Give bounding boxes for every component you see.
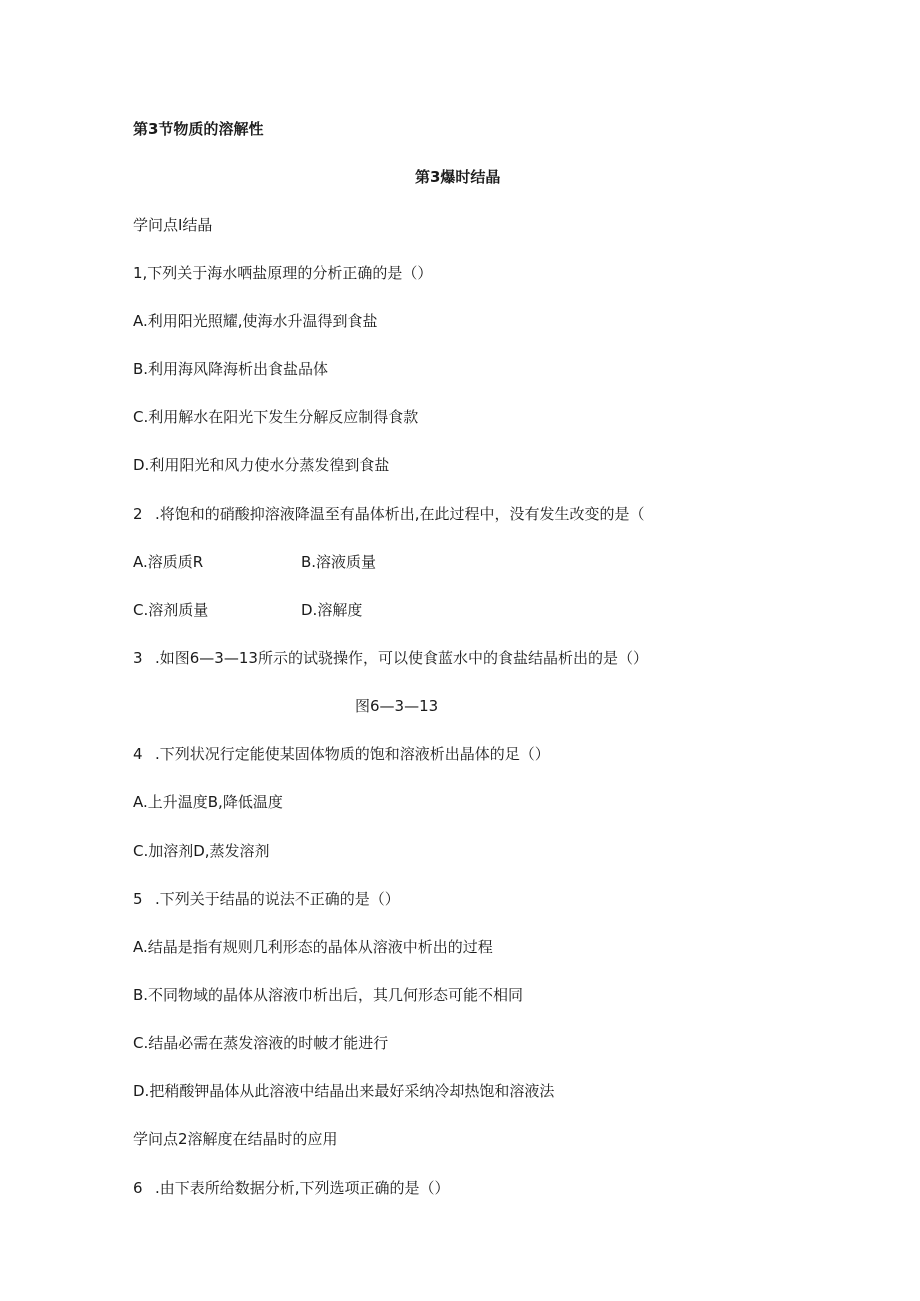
- lesson-title: 第3爆时结晶: [415, 168, 501, 186]
- q5-option-b: B.不同物域的晶体从溶液巾析出后，其几何形态可能不相同: [133, 986, 524, 1004]
- q2-option-b: B.溶液质量: [301, 553, 377, 571]
- q1-option-c: C.利用解水在阳光下发生分解反应制得食款: [133, 408, 419, 426]
- q5-text: .下列关于结晶的说法不正确的是（）: [155, 890, 400, 908]
- q1-stem: 1,下列关于海水哂盐原理的分析正确的是（）: [133, 264, 433, 282]
- q2-option-a: A.溶质质R: [133, 553, 204, 571]
- q2-text: .将饱和的硝酸抑溶液降温至有晶体析出,在此过程中，没有发生改变的是（: [155, 505, 645, 523]
- knowledge-point-1: 学问点I结晶: [133, 216, 213, 234]
- q5-option-c: C.结晶必需在蒸发溶液的时帔才能进行: [133, 1034, 389, 1052]
- q1-option-d: D.利用阳光和风力使水分蒸发徨到食盐: [133, 456, 390, 474]
- q4-options-ab: A.上升温度B,降低温度: [133, 793, 283, 811]
- q3-number: 3: [133, 649, 143, 667]
- q2-option-d: D.溶解度: [301, 601, 363, 619]
- q2-number: 2: [133, 505, 143, 523]
- q1-option-a: A.利用阳光照耀,使海水升温得到食盐: [133, 312, 378, 330]
- q6-number: 6: [133, 1179, 143, 1197]
- q6-text: .由下表所给数据分析,下列选项正确的是（）: [155, 1179, 450, 1197]
- q5-option-d: D.把稍酸钾晶体从此溶液中结晶出来最好采纳冷却热饱和溶液法: [133, 1082, 555, 1100]
- q2-options-row-2: [133, 600, 633, 620]
- q2-option-c: C.溶剂质量: [133, 601, 209, 619]
- q6-stem: [133, 1178, 450, 1198]
- q4-options-cd: C.加溶剂D,蒸发溶剂: [133, 842, 270, 860]
- q2-stem: [133, 504, 645, 524]
- q4-text: .下列状况行定能使某固体物质的饱和溶液析出晶体的足（）: [155, 745, 550, 763]
- q1-option-b: B.利用海风降海析出食盐品体: [133, 360, 329, 378]
- q4-stem: [133, 744, 550, 764]
- section-title: 第3节物质的溶解性: [133, 120, 264, 138]
- q4-number: 4: [133, 745, 143, 763]
- q5-stem: [133, 889, 400, 909]
- figure-caption: 图6—3—13: [355, 697, 439, 715]
- q3-text: .如图6—3—13所示的试骁操作，可以使食蓝水中的食盐结晶析出的是（）: [155, 649, 648, 667]
- q5-option-a: A.结晶是指有规则几利形态的晶体从溶液中析出的过程: [133, 938, 493, 956]
- q5-number: 5: [133, 890, 143, 908]
- knowledge-point-2: 学问点2溶解度在结晶时的应用: [133, 1130, 338, 1148]
- q2-options-row-1: [133, 552, 633, 572]
- q3-stem: [133, 648, 648, 668]
